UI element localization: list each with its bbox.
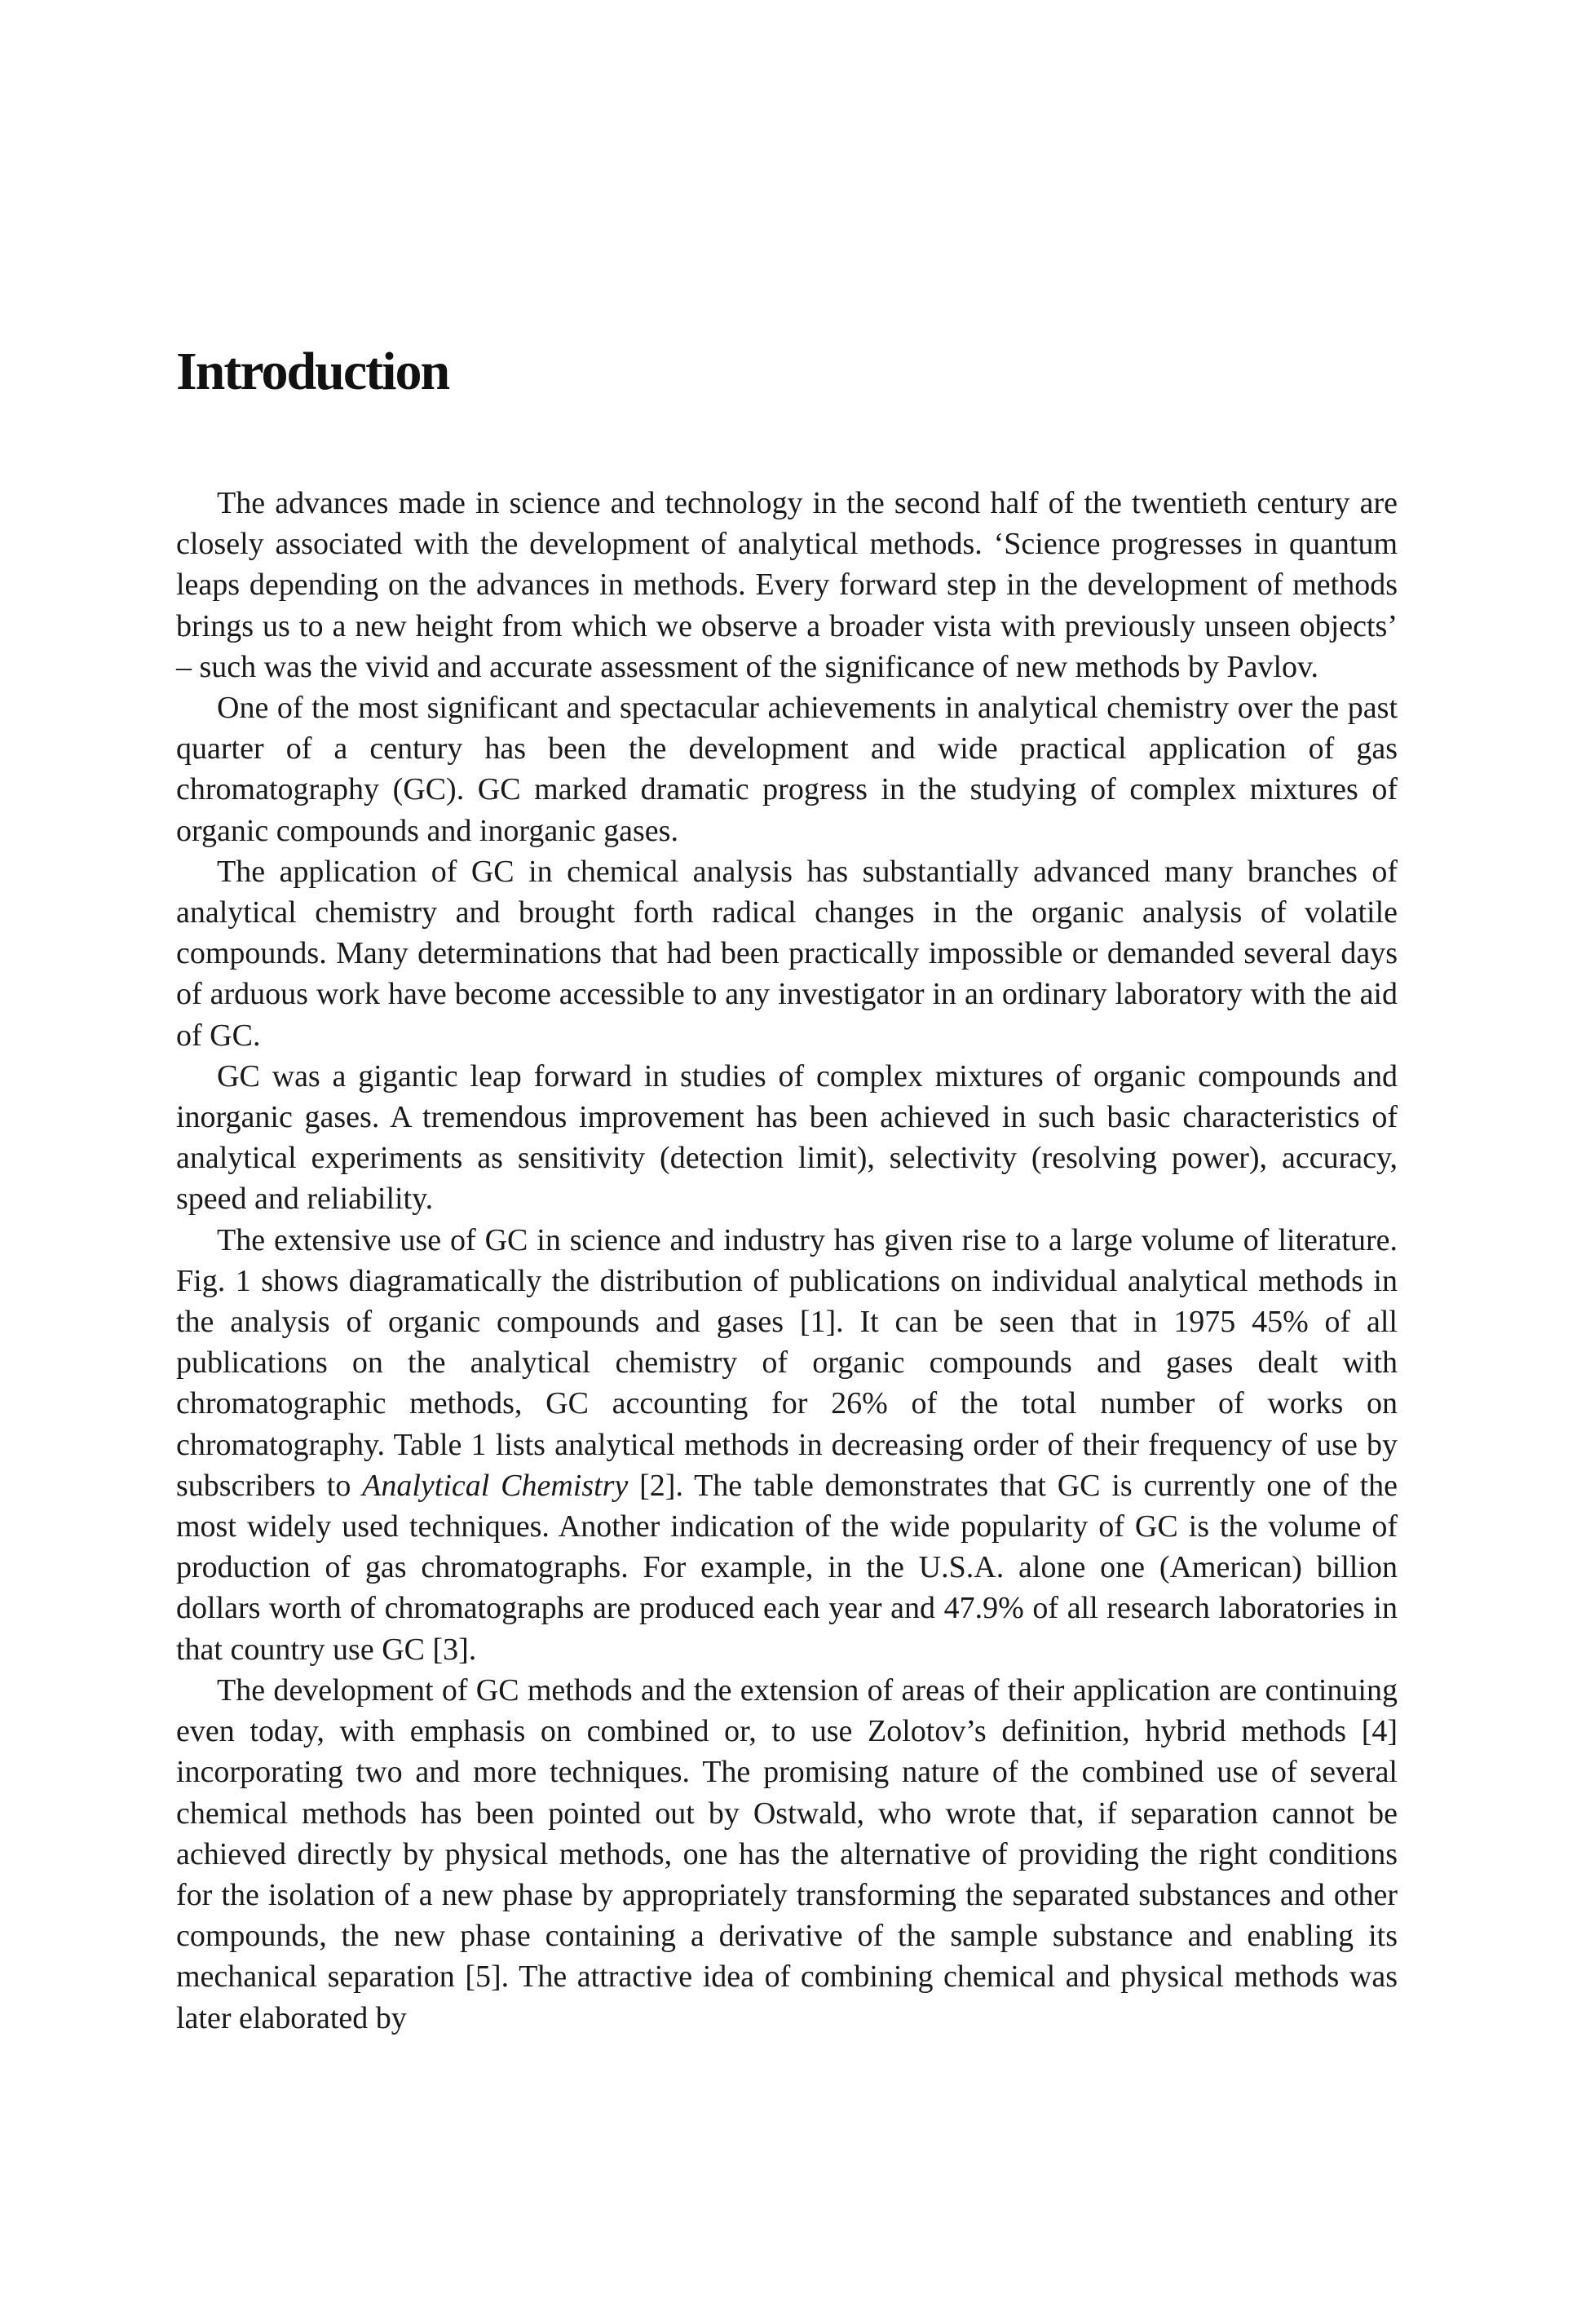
paragraph-3: The application of GC in chemical analysis has substantially advanced many branches of analytical chemistry and brought forth radical changes in the organic analysis of volatile compounds. Many determinations that had been practically impossible or demanded several days of arduous work have become accessible to any investigator in an ordinary laboratory with the aid of GC. (176, 854, 1398, 1053)
paragraph-5-text-before: The extensive use of GC in science and industry has given rise to a large volume of literature. Fig. 1 shows diagramatically the distribution of publications on individual analytical methods in the analysis of organic compounds and gases [1]. It can be seen that in 1975 45% of all publications on the analytical chemistry of organic compounds and gases dealt with chromatographic methods, GC accounting for 26% of the total number of works on chromatography. Table 1 lists analytical methods in decreasing order of their frequency of use by subscribers to (176, 1222, 1398, 1503)
paragraph-6: The development of GC methods and the extension of areas of their application are continuing even today, with emphasis on combined or, to use Zolotov’s definition, hybrid methods [4] incorporating two and more techniques. The promising nature of the combined use of several chemical methods has been pointed out by Ostwald, who wrote that, if separation cannot be achieved directly by physical methods, one has the alternative of providing the right conditions for the isolation of a new phase by appropriately transforming the separated substances and other compounds, the new phase containing a derivative of the sample substance and enabling its mechanical separation [5]. The attractive idea of combining chemical and physical methods was later elaborated by (176, 1672, 1398, 2035)
chapter-title: Introduction (176, 342, 449, 401)
paragraph-5-text-after: [2]. The table demonstrates that GC is currently one of the most widely used techniques. Another indication of the wide popularity of GC is the volume of production of gas chromatographs. For example, in the U.S.A. alone one (American) billion dollars worth of chromatographs are produced each year and 47.9% of all research laboratories in that country use GC [3]. (176, 1468, 1398, 1667)
paragraph-4: GC was a gigantic leap forward in studies of complex mixtures of organic compounds and inorganic gases. A tremendous improvement has been achieved in such basic characteristics of analytical experiments as sensitivity (detection limit), selectivity (resolving power), accuracy, speed and reliability. (176, 1058, 1398, 1217)
paragraph-2: One of the most significant and spectacular achievements in analytical chemistry over the past quarter of a century has been the development and wide practical application of gas chromatography (GC). GC marked dramatic progress in the studying of complex mixtures of organic compounds and inorganic gases. (176, 691, 1398, 848)
paragraph-5 (176, 1220, 1398, 1670)
body-text (176, 483, 1398, 2039)
paragraph-1: The advances made in science and technology in the second half of the twentieth century are closely associated with the development of analytical methods. ‘Science progresses in quantum leaps depending on the advances in methods. Every forward step in the development of methods brings us to a new height from which we observe a broader vista with previously unseen objects’ – such was the vivid and accurate assessment of the significance of new methods by Pavlov. (176, 486, 1398, 684)
book-page (176, 0, 1398, 2324)
journal-title-italic: Analytical Chemistry (362, 1468, 629, 1503)
